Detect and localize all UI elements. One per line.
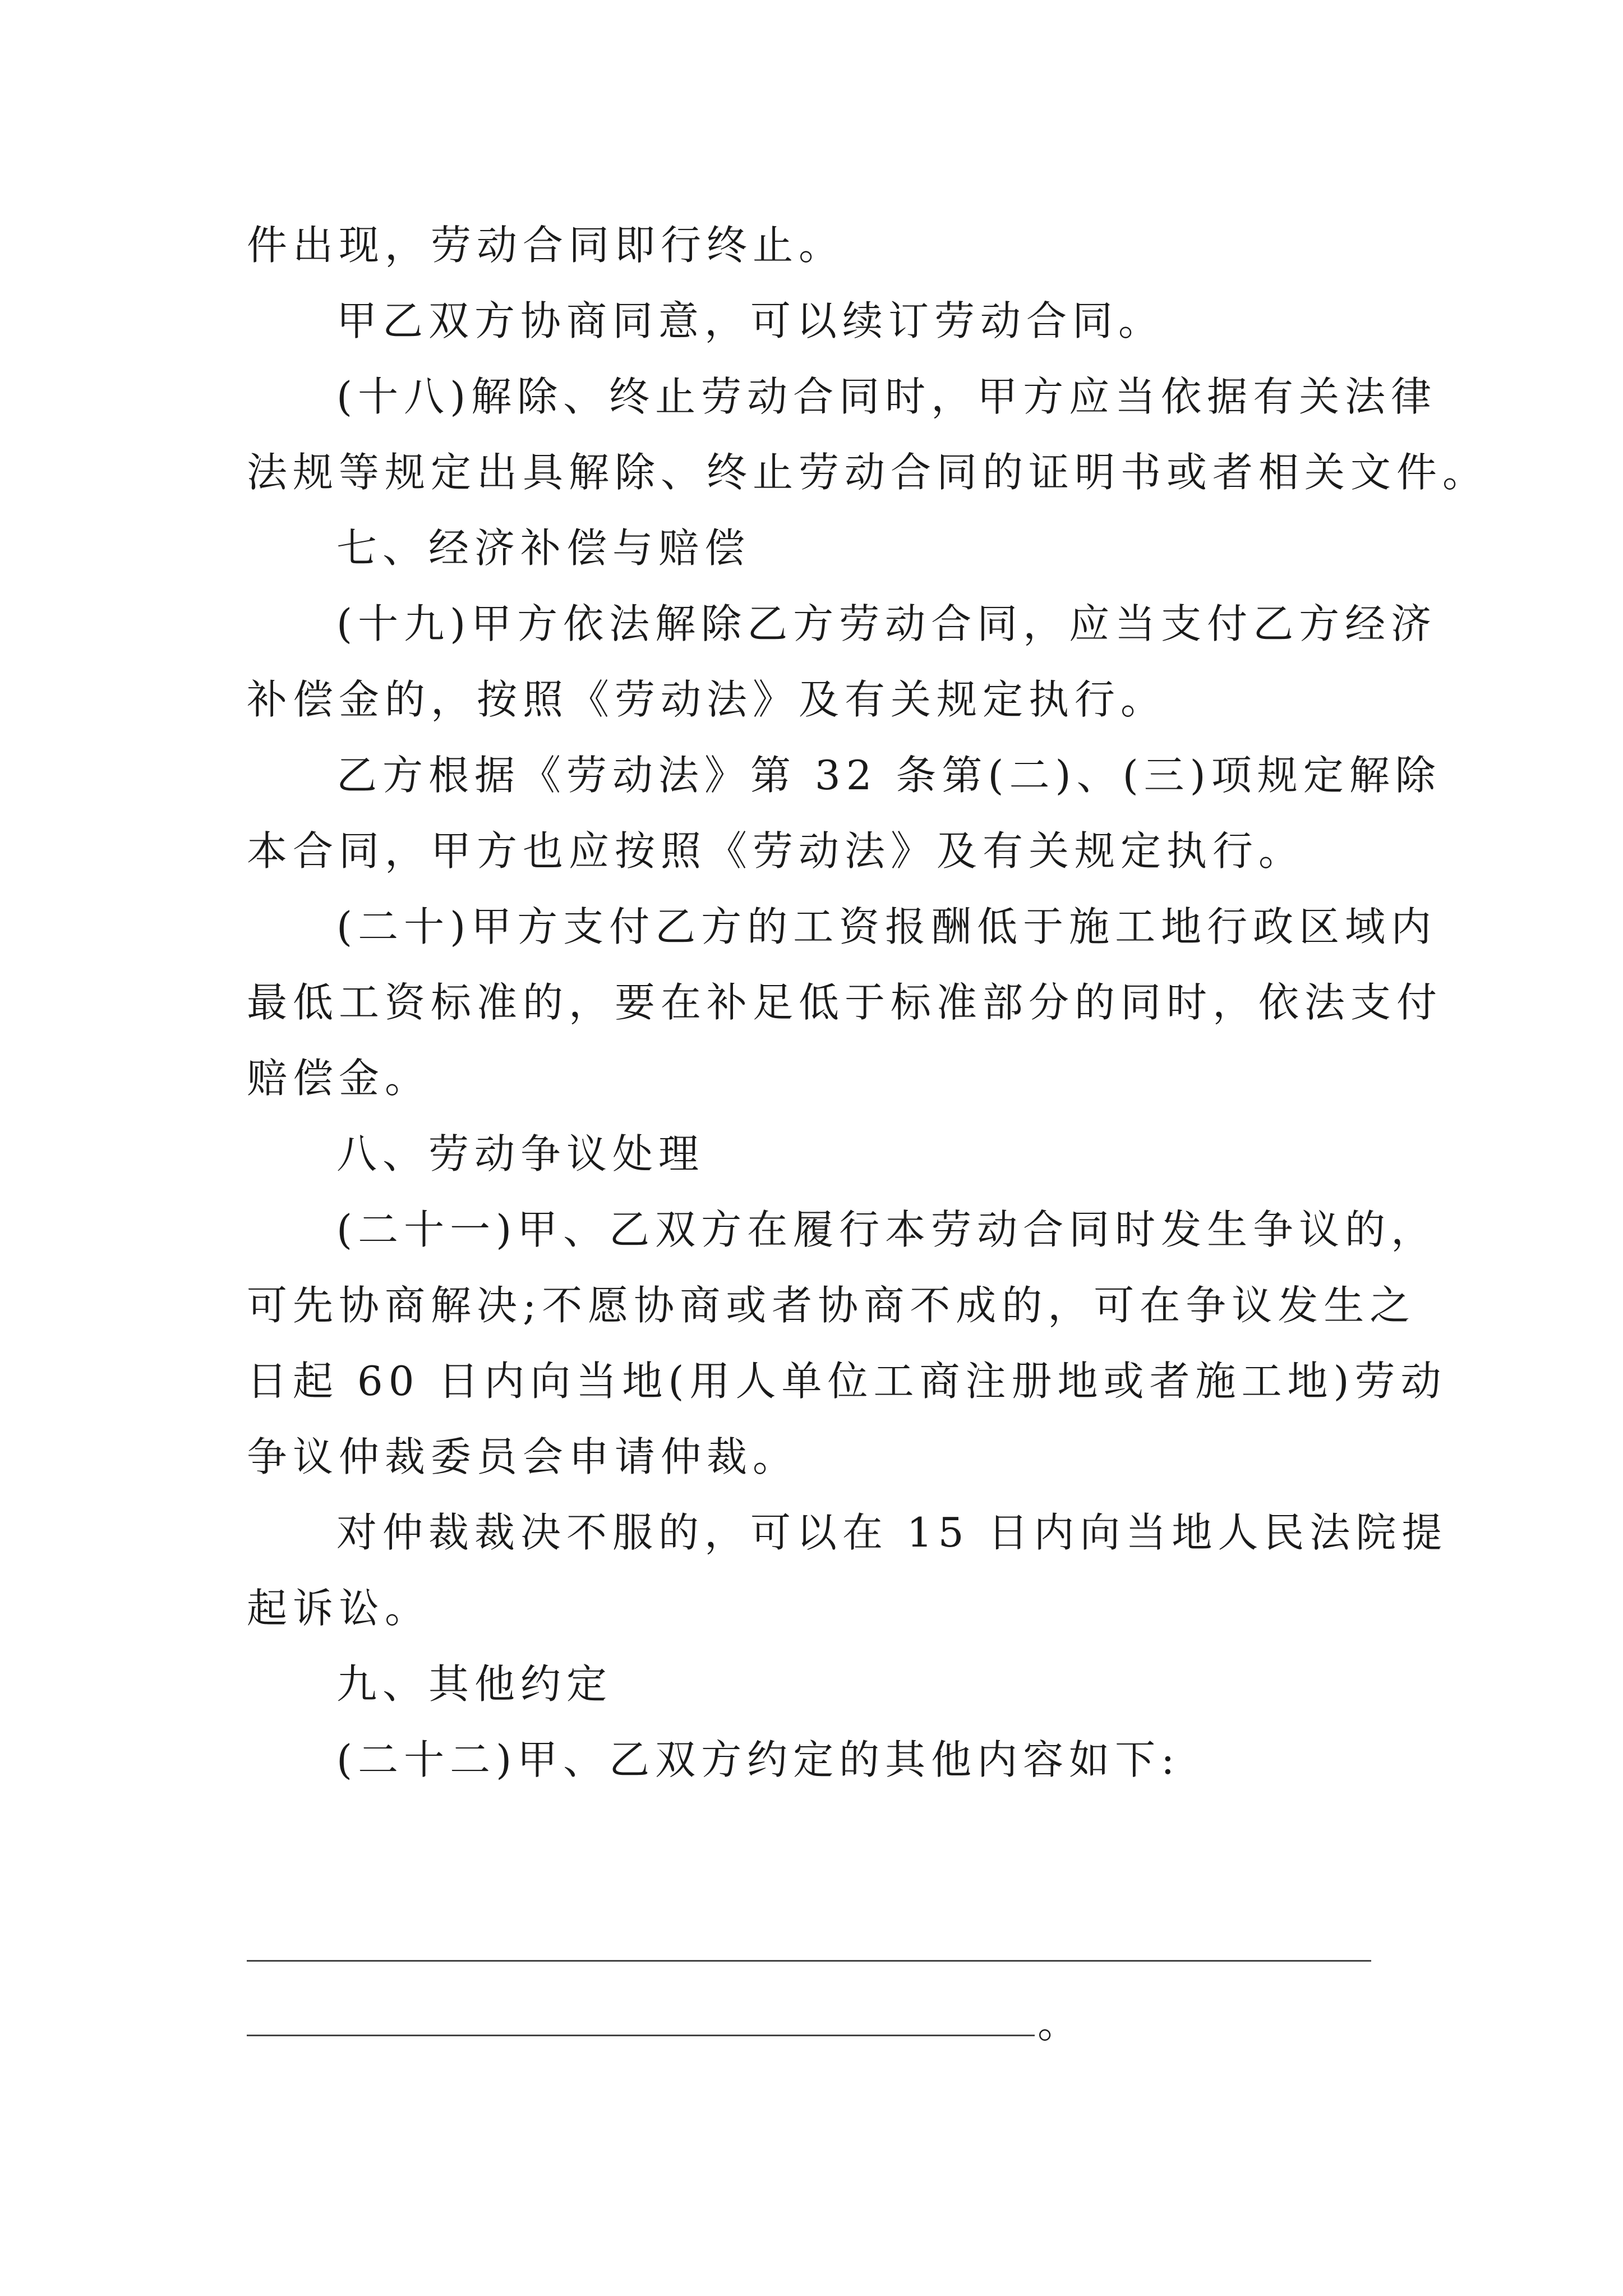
text-line: (二十二)甲、乙双方约定的其他内容如下: (336, 1736, 1181, 1783)
text-line: 法规等规定出具解除、终止劳动合同的证明书或者相关文件。 (247, 449, 1489, 496)
text-line: 补偿金的，按照《劳动法》及有关规定执行。 (247, 676, 1167, 723)
fill-in-blank-line (247, 1960, 1371, 1962)
section-heading: 九、其他约定 (336, 1660, 613, 1708)
text-line: (二十)甲方支付乙方的工资报酬低于施工地行政区域内 (336, 903, 1437, 950)
text-line: 日起 60 日内向当地(用人单位工商注册地或者施工地)劳动 (247, 1358, 1447, 1405)
text-line: (十八)解除、终止劳动合同时，甲方应当依据有关法律 (336, 373, 1437, 420)
end-punctuation: 。 (1038, 2000, 1078, 2047)
text-line: (十九)甲方依法解除乙方劳动合同，应当支付乙方经济 (336, 600, 1437, 647)
text-line: 赔偿金。 (247, 1055, 431, 1102)
text-line: (二十一)甲、乙双方在履行本劳动合同时发生争议的， (336, 1206, 1437, 1253)
text-line: 可先协商解决;不愿协商或者协商不成的，可在争议发生之 (247, 1282, 1416, 1329)
text-line: 甲乙双方协商同意，可以续订劳动合同。 (336, 297, 1165, 344)
text-line: 起诉讼。 (247, 1585, 431, 1632)
text-line: 本合同，甲方也应按照《劳动法》及有关规定执行。 (247, 827, 1305, 875)
section-heading: 八、劳动争议处理 (336, 1130, 705, 1177)
text-line: 最低工资标准的，要在补足低于标准部分的同时，依法支付 (247, 979, 1443, 1026)
text-line: 对仲裁裁决不服的，可以在 15 日内向当地人民法院提 (336, 1509, 1448, 1556)
text-line: 争议仲裁委员会申请仲裁。 (247, 1433, 799, 1480)
text-line: 件出现，劳动合同即行终止。 (247, 222, 845, 269)
fill-in-blank-line (247, 2035, 1035, 2036)
section-heading: 七、经济补偿与赔偿 (336, 524, 751, 572)
text-line: 乙方根据《劳动法》第 32 条第(二)、(三)项规定解除 (336, 752, 1441, 799)
